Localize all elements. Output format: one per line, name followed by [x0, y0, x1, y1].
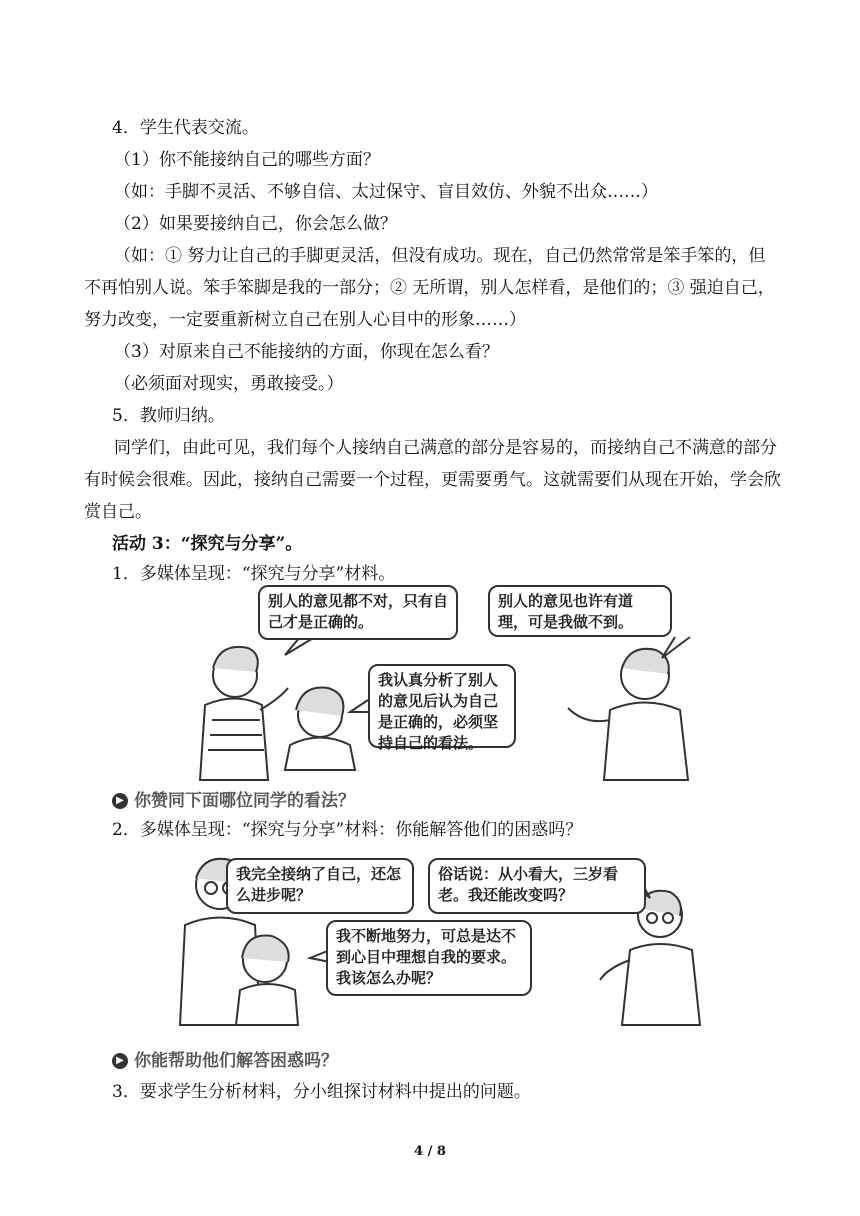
activity3-item1: 1．多媒体呈现：“探究与分享”材料。 — [112, 564, 396, 584]
answer-2-line3: 努力改变，一定要重新树立自己在别人心目中的形象……） — [84, 310, 526, 330]
answer-2-line2: 不再怕别人说。笨手笨脚是我的一部分；② 无所谓，别人怎样看，是他们的；③ 强迫自己， — [84, 278, 775, 298]
figure1-caption-text: 你赞同下面哪位同学的看法？ — [134, 791, 355, 811]
question-3: （3）对原来自己不能接纳的方面，你现在怎么看？ — [114, 342, 499, 362]
summary-line2: 有时候会很难。因此，接纳自己需要一个过程，更需要勇气。这就需要们从现在开始，学会欣 — [84, 470, 781, 490]
answer-2-line1: （如：① 努力让自己的手脚更灵活，但没有成功。现在，自己仍然常常是笨手笨的，但 — [114, 246, 766, 266]
question-1: （1）你不能接纳自己的哪些方面？ — [114, 150, 380, 170]
question-2: （2）如果要接纳自己，你会怎么做？ — [114, 214, 397, 234]
figure2-bubble-middle: 我不断地努力，可总是达不到心目中理想自我的要求。我该怎么办呢？ — [326, 920, 532, 996]
play-arrow-icon: ▶ — [112, 793, 128, 809]
boy-left-figure — [200, 647, 288, 780]
activity3-item3: 3．要求学生分析材料，分小组探讨材料中提出的问题。 — [112, 1082, 531, 1102]
figure1-bubble-middle: 我认真分析了别人的意见后认为自己是正确的，必须坚持自己的看法。 — [368, 664, 516, 748]
answer-3: （必须面对现实，勇敢接受。） — [114, 374, 344, 394]
boy-right-figure — [568, 649, 688, 780]
figure2-caption-text: 你能帮助他们解答困惑吗？ — [134, 1051, 338, 1071]
activity3-title: 活动 3：“探究与分享”。 — [112, 534, 303, 554]
page-number: 4 / 8 — [414, 1144, 446, 1159]
play-arrow-icon: ▶ — [112, 1053, 128, 1069]
answer-1: （如：手脚不灵活、不够自信、太过保守、盲目效仿、外貌不出众……） — [114, 182, 658, 202]
girl-middle-figure — [285, 687, 355, 770]
figure1-caption — [112, 786, 355, 811]
summary-line1: 同学们，由此可见，我们每个人接纳自己满意的部分是容易的，而接纳自己不满意的部分 — [114, 438, 777, 458]
section4-heading: 4．学生代表交流。 — [112, 118, 259, 138]
figure2-caption — [112, 1046, 338, 1071]
activity3-item2: 2．多媒体呈现：“探究与分享”材料：你能解答他们的困惑吗？ — [112, 820, 583, 840]
summary-line3: 赏自己。 — [84, 502, 152, 522]
figure2-bubble-left: 我完全接纳了自己，还怎么进步呢？ — [226, 858, 414, 914]
figure2-bubble-right: 俗话说：从小看大，三岁看老。我还能改变吗？ — [428, 858, 646, 914]
figure1-bubble-right: 别人的意见也许有道理，可是我做不到。 — [488, 585, 672, 637]
figure1-bubble-left: 别人的意见都不对，只有自己才是正确的。 — [258, 585, 458, 640]
section5-heading: 5．教师归纳。 — [112, 406, 225, 426]
